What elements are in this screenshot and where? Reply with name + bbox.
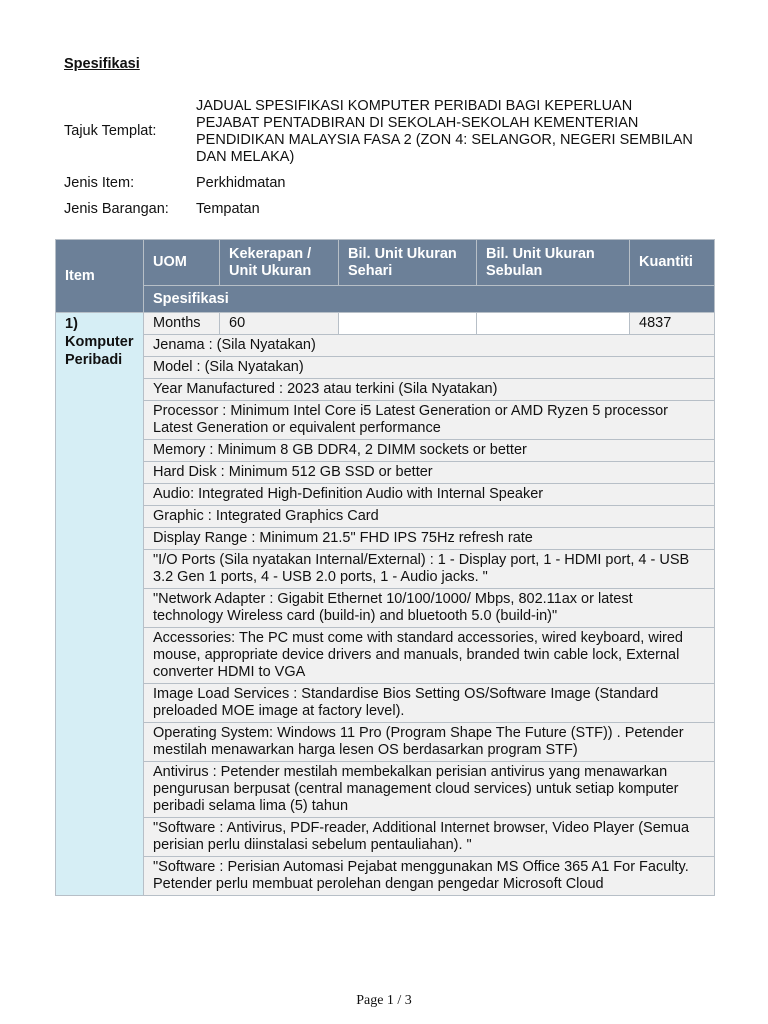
sebulan-value (477, 313, 630, 335)
header-spesifikasi: Spesifikasi (144, 286, 715, 313)
spec-row (56, 762, 715, 818)
spec-item: Year Manufactured : 2023 atau terkini (Sila Nyatakan) (144, 379, 715, 401)
spec-row (56, 401, 715, 440)
spec-row (56, 440, 715, 462)
header-spesifikasi-row (56, 286, 715, 313)
spec-item: Hard Disk : Minimum 512 GB SSD or better (144, 462, 715, 484)
spec-row (56, 379, 715, 401)
jenis-barangan-label: Jenis Barangan: (64, 201, 169, 217)
uom-value: Months (144, 313, 220, 335)
jenis-barangan-value: Tempatan (196, 201, 260, 217)
tajuk-label: Tajuk Templat: (64, 123, 157, 139)
header-uom: UOM (144, 240, 220, 286)
spec-item: Model : (Sila Nyatakan) (144, 357, 715, 379)
spec-item: Audio: Integrated High-Definition Audio with Internal Speaker (144, 484, 715, 506)
spec-row (56, 484, 715, 506)
spec-item: Accessories: The PC must come with standard accessories, wired keyboard, wired mouse, appropriate device drivers and manuals, branded twin cable lock, External converter HDMI to VGA (144, 628, 715, 684)
item-name: 1) Komputer Peribadi (56, 313, 144, 896)
spec-row (56, 589, 715, 628)
spec-item: Memory : Minimum 8 GB DDR4, 2 DIMM sockets or better (144, 440, 715, 462)
jenis-item-label: Jenis Item: (64, 175, 135, 191)
specification-table (55, 239, 715, 896)
spec-row (56, 550, 715, 589)
header-sebulan: Bil. Unit Ukuran Sebulan (477, 240, 630, 286)
spec-item: Processor : Minimum Intel Core i5 Latest Generation or AMD Ryzen 5 processor Latest Generation or equivalent performance (144, 401, 715, 440)
jenis-item-value: Perkhidmatan (196, 175, 286, 191)
kekerapan-value: 60 (220, 313, 339, 335)
spec-row (56, 684, 715, 723)
spec-row (56, 506, 715, 528)
spec-row (56, 462, 715, 484)
spec-row (56, 628, 715, 684)
kuantiti-value: 4837 (630, 313, 715, 335)
spec-row (56, 335, 715, 357)
spec-item: Antivirus : Petender mestilah membekalkan perisian antivirus yang menawarkan pengurusan berpusat (central management cloud services) untuk setiap komputer peribadi selama lima (5) tahun (144, 762, 715, 818)
header-item: Item (56, 240, 144, 313)
spec-row (56, 857, 715, 896)
tajuk-value: JADUAL SPESIFIKASI KOMPUTER PERIBADI BAGI KEPERLUAN PEJABAT PENTADBIRAN DI SEKOLAH-SEKOLAH KEMENTERIAN PENDIDIKAN MALAYSIA FASA 2 (ZON 4: SELANGOR, NEGERI SEMBILAN DAN MELAKA) (196, 98, 693, 165)
spec-item: Graphic : Integrated Graphics Card (144, 506, 715, 528)
spec-row (56, 528, 715, 550)
sehari-value (339, 313, 477, 335)
spec-item: "Network Adapter : Gigabit Ethernet 10/100/1000/ Mbps, 802.11ax or latest technology Wireless card (build-in) and bluetooth 5.0 (build-in)" (144, 589, 715, 628)
header-kekerapan: Kekerapan / Unit Ukuran (220, 240, 339, 286)
spec-row (56, 818, 715, 857)
spec-item: Display Range : Minimum 21.5" FHD IPS 75Hz refresh rate (144, 528, 715, 550)
spec-item: Jenama : (Sila Nyatakan) (144, 335, 715, 357)
spec-item: "I/O Ports (Sila nyatakan Internal/External) : 1 - Display port, 1 - HDMI port, 4 - USB 3.2 Gen 1 ports, 4 - USB 2.0 ports, 1 - Audio jacks. " (144, 550, 715, 589)
header-kuantiti: Kuantiti (630, 240, 715, 286)
header-sehari: Bil. Unit Ukuran Sehari (339, 240, 477, 286)
header-row (56, 240, 715, 286)
spec-row (56, 357, 715, 379)
spec-row (56, 723, 715, 762)
page-number: Page 1 / 3 (356, 993, 412, 1008)
section-title: Spesifikasi (64, 56, 140, 72)
table-row (56, 313, 715, 335)
spec-item: Image Load Services : Standardise Bios Setting OS/Software Image (Standard preloaded MOE image at factory level). (144, 684, 715, 723)
spec-item: "Software : Antivirus, PDF-reader, Additional Internet browser, Video Player (Semua perisian perlu diinstalasi sebelum pentauliahan). " (144, 818, 715, 857)
spec-item: "Software : Perisian Automasi Pejabat menggunakan MS Office 365 A1 For Faculty. Petender perlu membuat perolehan dengan pengedar Microsoft Cloud (144, 857, 715, 896)
spec-item: Operating System: Windows 11 Pro (Program Shape The Future (STF)) . Petender mestilah menawarkan harga lesen OS berdasarkan program STF) (144, 723, 715, 762)
